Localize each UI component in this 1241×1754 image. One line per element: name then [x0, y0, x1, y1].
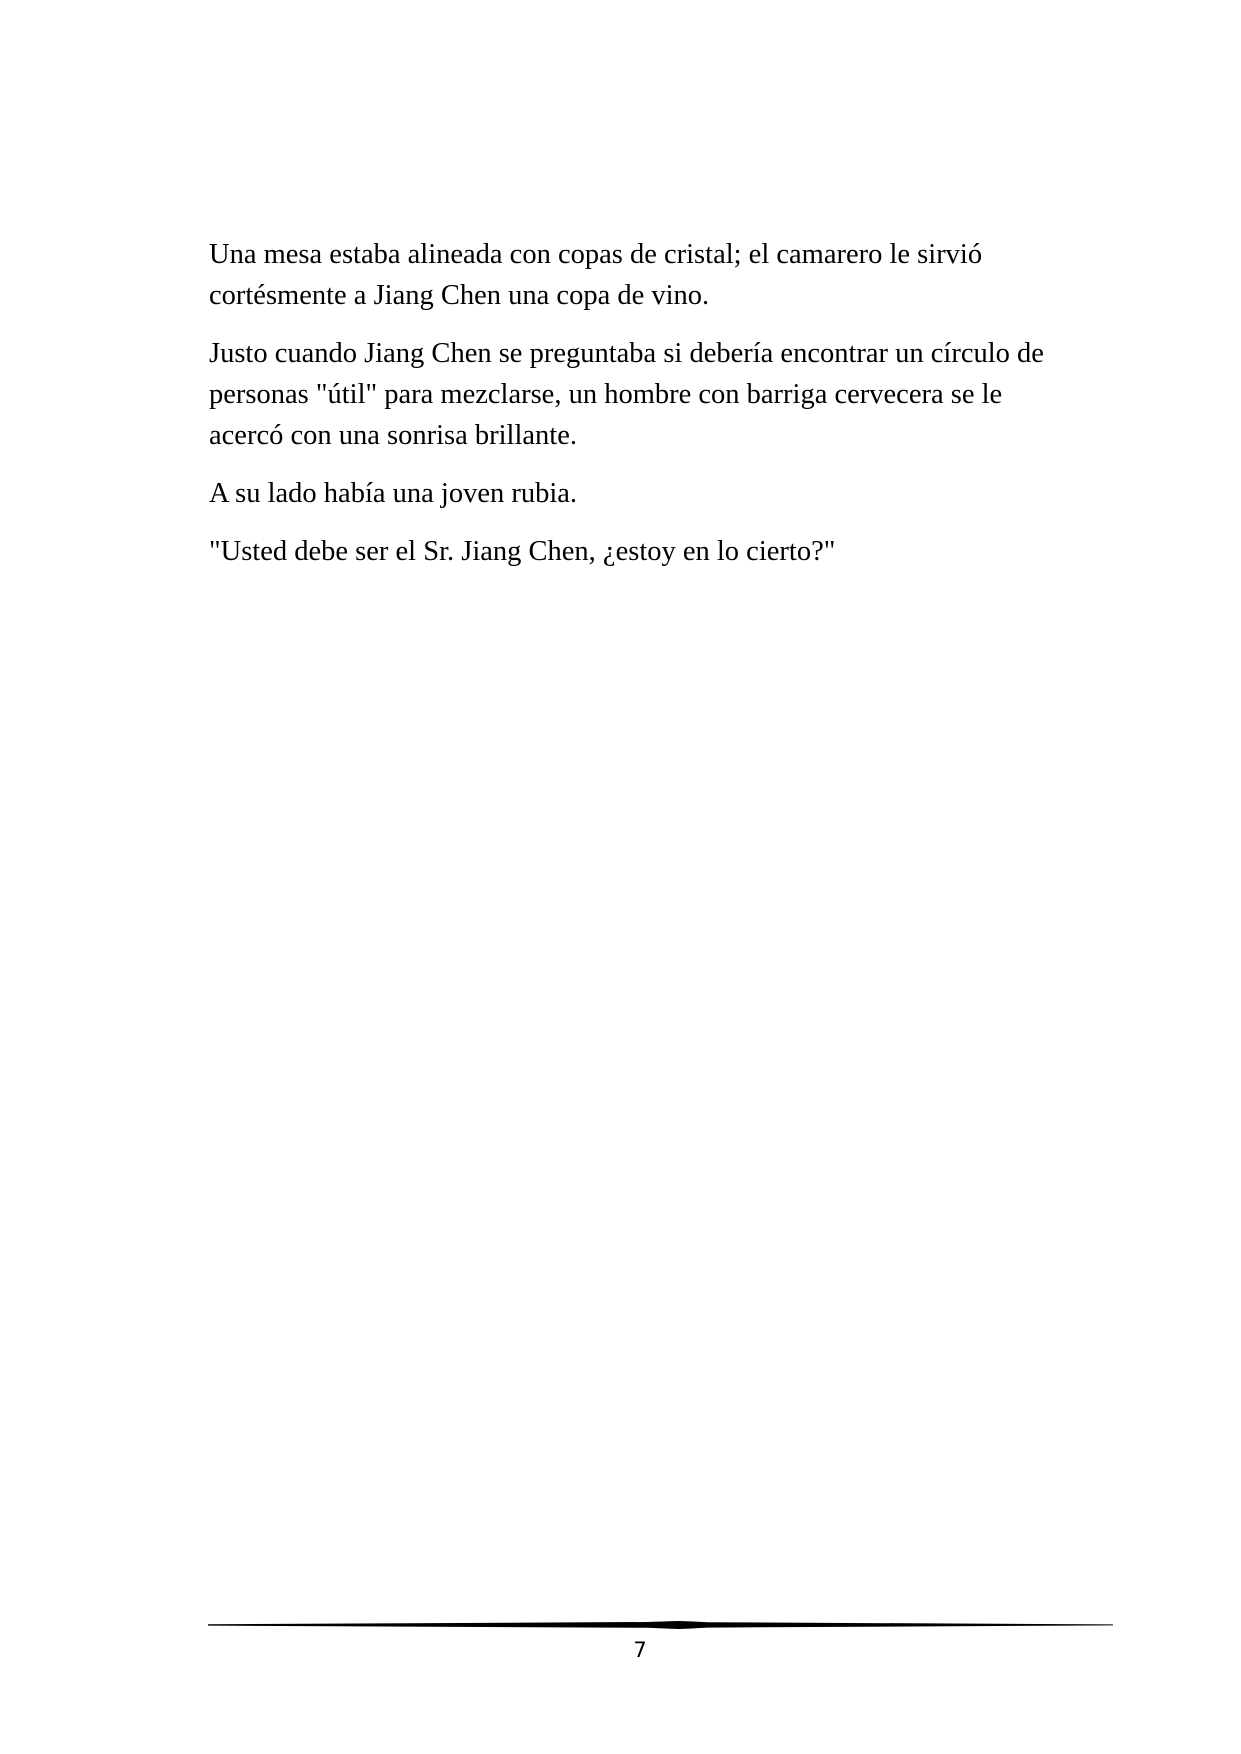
paragraph-1: Una mesa estaba alineada con copas de cristal; el camarero le sirvió cortésmente a Jiang Chen una copa de vino.: [209, 239, 983, 311]
footer-divider: [208, 1618, 1113, 1632]
paragraph-3: A su lado había una joven rubia.: [209, 478, 578, 509]
paragraph-2: Justo cuando Jiang Chen se preguntaba si debería encontrar un círculo de personas "útil" para mezclarse, un hombre con barriga cervecera se le acercó con una sonrisa brillante.: [209, 338, 1044, 451]
paragraph-4: "Usted debe ser el Sr. Jiang Chen, ¿estoy en lo cierto?": [209, 536, 836, 567]
body-text: [209, 234, 1071, 589]
page-number: 7: [633, 1638, 647, 1662]
